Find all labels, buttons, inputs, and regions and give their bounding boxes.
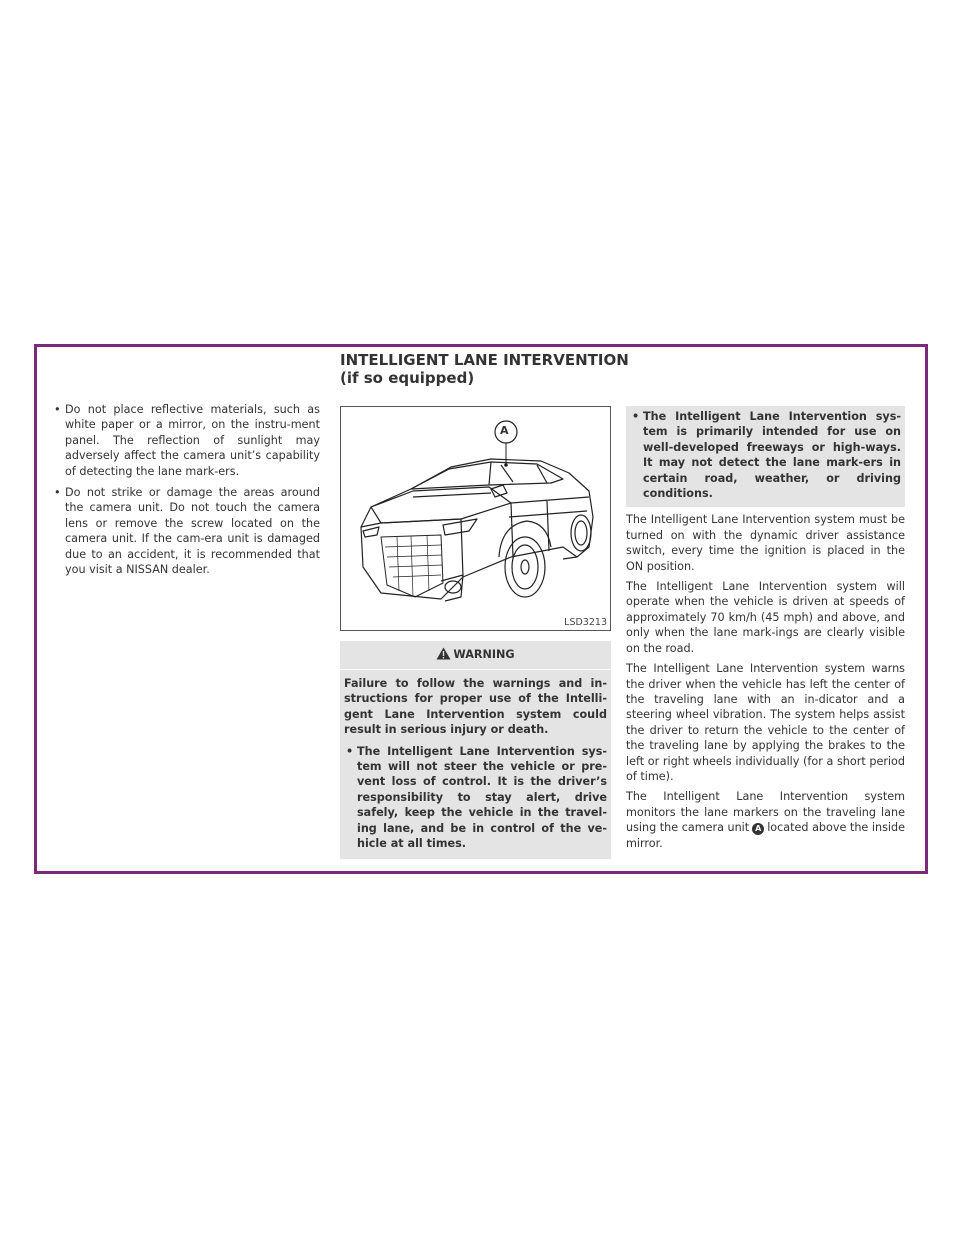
marker-a-icon: A — [752, 823, 764, 835]
bullet-icon: • — [54, 403, 61, 416]
note-list — [630, 409, 901, 501]
section-title: INTELLIGENT LANE INTERVENTION (if so equipped) — [340, 351, 629, 387]
list-item: • Do not strike or damage the areas around the camera unit. Do not touch the camera lens or remove the screw located on the camera unit. If the cam-era unit is damaged due to an accident, it is recommended that you visit a NISSAN dealer. — [54, 486, 320, 577]
warning-header — [340, 645, 611, 669]
caution-list — [52, 402, 320, 577]
note-box — [626, 406, 905, 507]
figure-code: LSD3213 — [564, 617, 607, 628]
list-item: • The Intelligent Lane Intervention sys-tem will not steer the vehicle or pre-vent loss of control. It is the driver’s responsibility to stay alert, drive safely, keep the vehicle in the travel-ing lane, and be in control of the ve-hicle at all times. — [346, 744, 607, 851]
vehicle-illustration — [340, 406, 611, 631]
warning-list — [344, 744, 607, 852]
bullet-icon: • — [54, 486, 61, 500]
left-column — [52, 402, 320, 583]
middle-column — [340, 406, 611, 859]
paragraph: The Intelligent Lane Intervention system must be turned on with the dynamic driver assistance switch, every time the ignition is placed in the ON position. — [626, 513, 905, 573]
car-drawing — [341, 407, 610, 630]
warning-body — [340, 669, 611, 851]
list-item: • The Intelligent Lane Intervention sys-tem is primarily intended for use on well-developed freeways or high-ways. It may not detect the lane mark-ers in certain road, weather, or driving conditions. — [632, 410, 901, 501]
warning-box — [340, 641, 611, 859]
warning-intro: Failure to follow the warnings and in-structions for proper use of the Intelli-gent Lane Intervention system could result in serious injury or death. — [344, 677, 607, 737]
warning-title: WARNING — [453, 648, 515, 661]
list-item: • Do not place reflective materials, such as white paper or a mirror, on the instru-ment panel. The reflection of sunlight may adversely affect the camera unit’s capability of detecting the lane mark-ers. — [54, 403, 320, 478]
callout-label-a: A — [500, 424, 509, 437]
paragraph: The Intelligent Lane Intervention system warns the driver when the vehicle has left the center of the traveling lane with an in-dicator and a steering wheel vibration. The system helps assist the driver to return the vehicle to the center of the traveling lane by applying the brakes to the left or right wheels individually (for a short period of time). — [626, 662, 905, 783]
bullet-icon: • — [346, 744, 354, 758]
paragraph: The Intelligent Lane Intervention system monitors the lane markers on the traveling lane using the camera unit A located above the inside mirror. — [626, 790, 905, 850]
bullet-icon: • — [632, 410, 640, 423]
warning-icon — [436, 647, 451, 665]
paragraph: The Intelligent Lane Intervention system will operate when the vehicle is driven at speeds of approximately 70 km/h (45 mph) and above, and only when the lane mark-ings are clearly visible on the road. — [626, 580, 905, 655]
right-column — [626, 406, 905, 856]
